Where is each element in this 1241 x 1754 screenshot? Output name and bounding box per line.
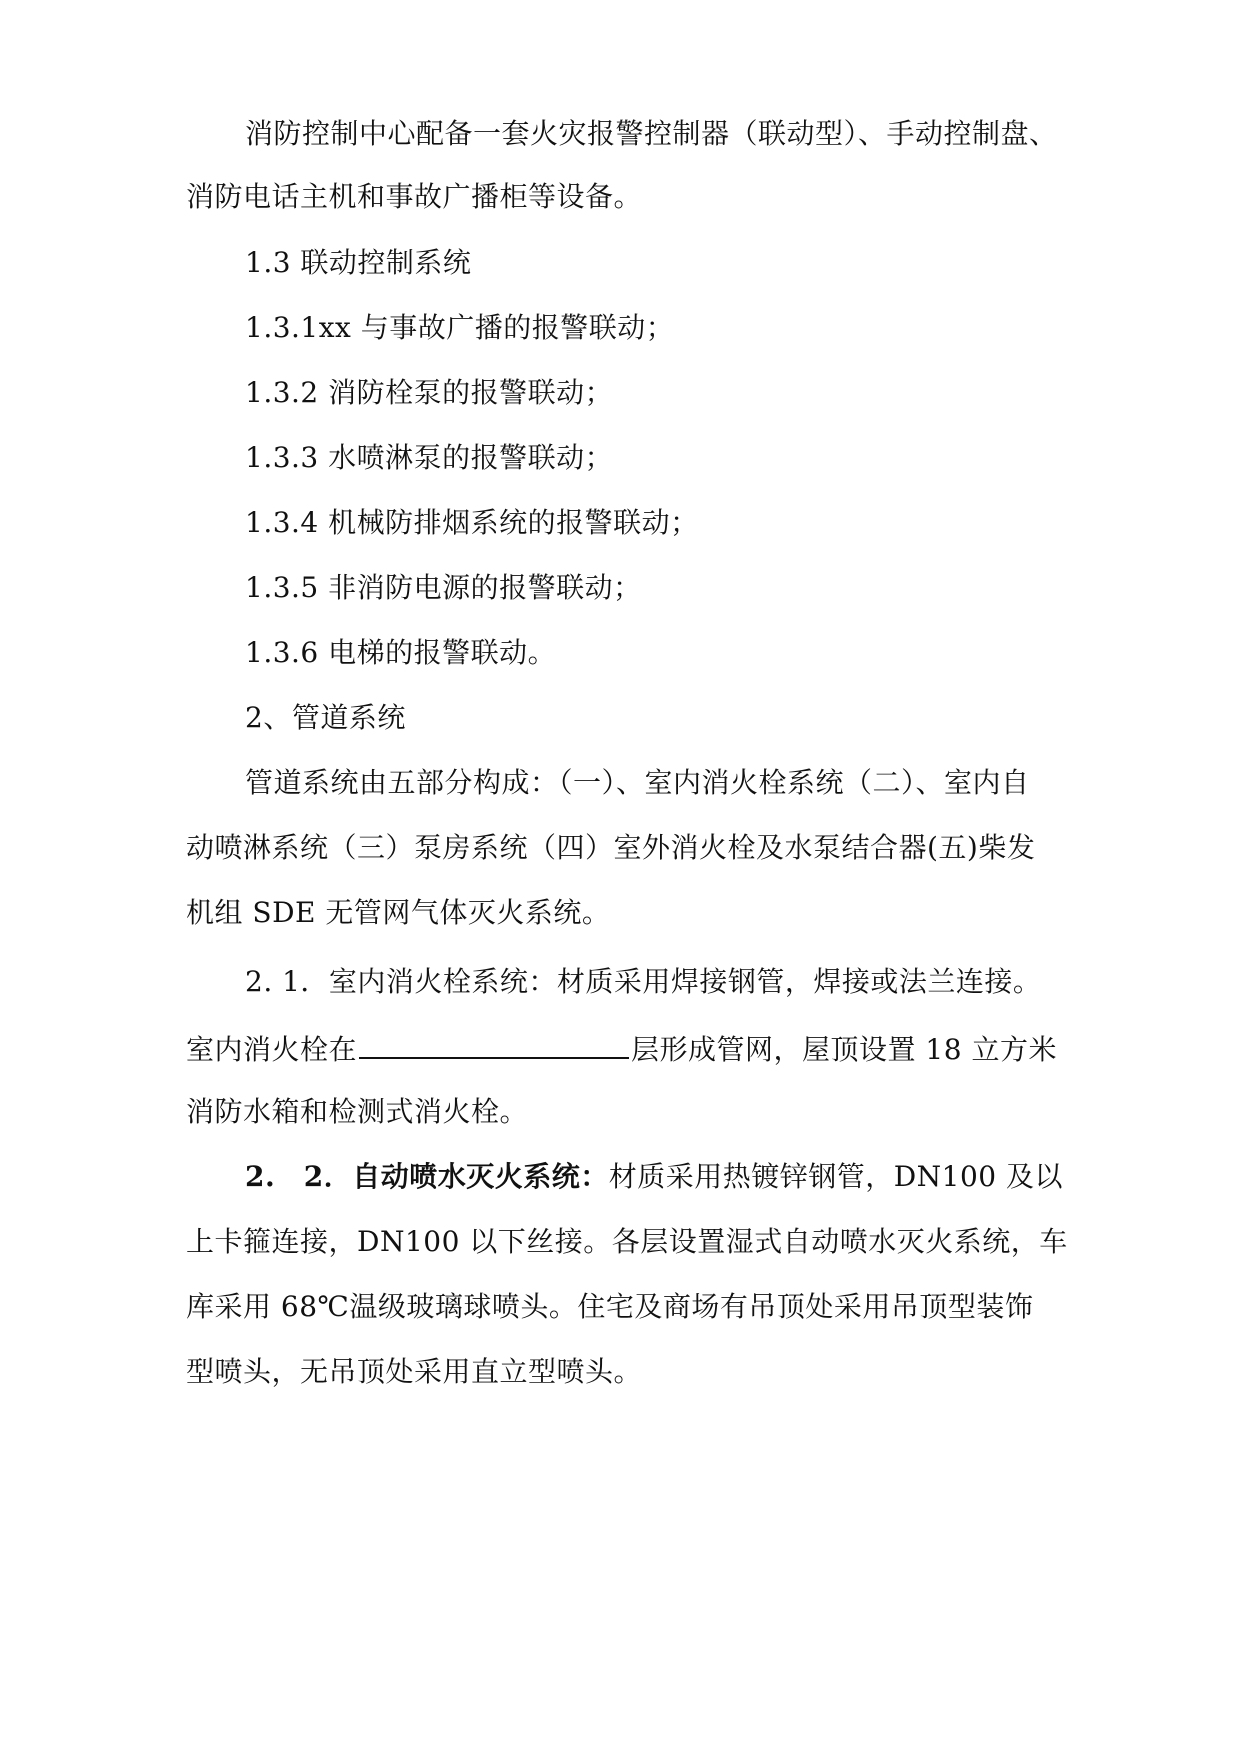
list-item: 1.3.4 机械防排烟系统的报警联动；: [245, 506, 699, 539]
blank-line-before-text: 室内消火栓在: [186, 1033, 358, 1066]
section-heading: 2、管道系统: [245, 701, 406, 734]
paragraph-line: 上卡箍连接，DN100 以下丝接。各层设置湿式自动喷水灭火系统，车: [186, 1225, 1068, 1258]
paragraph-line: [245, 1157, 1125, 1197]
section-heading: 1.3 联动控制系统: [245, 246, 472, 279]
paragraph-line: 2. 1．室内消火栓系统：材质采用焊接钢管，焊接或法兰连接。: [245, 965, 1042, 998]
paragraph-line-with-blank: [186, 1027, 1066, 1070]
sprinkler-text: 材质采用热镀锌钢管，DN100 及以: [608, 1160, 1064, 1193]
paragraph-line: 管道系统由五部分构成：（一）、室内消火栓系统（二）、室内自: [245, 766, 1030, 799]
paragraph-line: 消防电话主机和事故广播柜等设备。: [186, 180, 643, 213]
paragraph-line: 库采用 68℃温级玻璃球喷头。住宅及商场有吊顶处采用吊顶型装饰: [186, 1290, 1034, 1323]
list-item: 1.3.2 消防栓泵的报警联动；: [245, 376, 614, 409]
paragraph-line: 机组 SDE 无管网气体灭火系统。: [186, 896, 611, 929]
paragraph-line: 动喷淋系统（三）泵房系统（四）室外消火栓及水泵结合器(五)柴发: [186, 831, 1036, 864]
paragraph-line: 型喷头，无吊顶处采用直立型喷头。: [186, 1355, 643, 1388]
list-item: 1.3.6 电梯的报警联动。: [245, 636, 557, 669]
paragraph-line: 消防控制中心配备一套火灾报警控制器（联动型）、手动控制盘、: [245, 117, 1058, 150]
list-item: 1.3.5 非消防电源的报警联动；: [245, 571, 642, 604]
fill-in-blank: [359, 1027, 629, 1059]
sprinkler-heading: 2. 2．自动喷水灭火系统：: [245, 1160, 609, 1193]
list-item: 1.3.3 水喷淋泵的报警联动；: [245, 441, 614, 474]
paragraph-line: 消防水箱和检测式消火栓。: [186, 1095, 529, 1128]
blank-line-after-text: 层形成管网，屋顶设置 18 立方米: [631, 1033, 1057, 1066]
list-item: 1.3.1xx 与事故广播的报警联动；: [245, 311, 675, 344]
